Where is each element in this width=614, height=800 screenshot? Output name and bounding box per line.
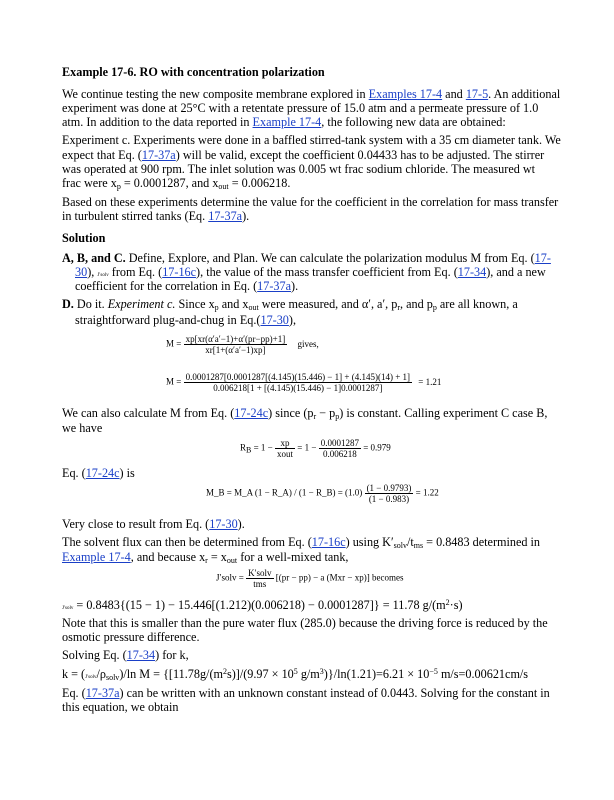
paragraph-intro-line-3: atm. In addition to the data reported in Example 17-4, the following new data are obtained: xyxy=(62,115,506,129)
paragraph-experiment-line-3: was operated at 900 rpm. The inlet solution was 0.005 wt frac sodium chloride. The measured wt xyxy=(62,162,536,176)
paragraph-calc-m-line-1: We can also calculate M from Eq. (17-24c) since $(p_r - p_p)$ is constant. Calling experiment C case B, xyxy=(62,406,548,421)
equation-mb: M_B = M_A (1 − R_A) / (1 − R_B) = (1.0) $\frac{(1 - 0.9793)}{(1 - 0.983)}$ = 1.22 xyxy=(206,483,439,504)
equation-m-numeric: M = $\frac{0.0001287[0.0001287[(4.145)(15.446) - 1] + (4.145)(14) + 1]}{0.006218[1 + [(4.145)(15.446) - 1]0.0001287]}$ = 1.21 xyxy=(166,372,442,393)
paragraph-task-line-2: in turbulent stirred tanks (Eq. 17-37a). xyxy=(62,209,250,223)
link-eq-17-37a[interactable]: 17-37a xyxy=(85,686,120,700)
example-heading: Example 17-6. RO with concentration polarization xyxy=(62,65,325,79)
paragraph-note-line-2: osmotic pressure difference. xyxy=(62,630,200,644)
paragraph-experiment-line-1: Experiment c. Experiments were done in a baffled stirred-tank system with a 35 cm diameter tank. We xyxy=(62,133,561,147)
link-eq-17-24c[interactable]: 17-24c xyxy=(234,406,269,420)
link-17-5[interactable]: 17-5 xyxy=(465,87,489,101)
paragraph-calc-m-line-2: we have xyxy=(62,421,103,435)
step-abc-line-3: coefficient for the correlation in Eq. (17-37a). xyxy=(75,279,299,293)
link-eq-17-30[interactable]: 17-30 xyxy=(209,517,238,531)
link-eq-17-30[interactable]: 17- xyxy=(534,251,551,265)
link-eq-17-37a[interactable]: 17-37a xyxy=(208,209,243,223)
equation-m-general: M = $\frac{xp[xr(\alpha'a'-1)+\alpha'(pr-pp)+1]}{xr[1+(\alpha'a'-1)xp]}$ gives, xyxy=(166,334,319,355)
step-d-line-1: D. Do it. Experiment c. Since $x_p$ and $x_{out}$ were measured, and α′, a′, $p_r$, and $p_p$ are all known, a xyxy=(62,297,518,312)
paragraph-experiment-line-4: frac were $x_p = 0.0001287$, and $x_{out} = 0.006218$. xyxy=(62,176,291,191)
paragraph-intro-line-1: We continue testing the new composite membrane explored in Examples 17-4 and 17-5. An additional xyxy=(62,87,561,101)
link-eq-17-34[interactable]: 17-34 xyxy=(457,265,487,279)
paragraph-intro-line-2: experiment was done at 25°C with a retentate pressure of 15.0 atm and a permeate pressure of 1.0 xyxy=(62,101,539,115)
solution-heading: Solution xyxy=(62,231,106,245)
paragraph-note-line-1: Note that this is smaller than the pure water flux (285.0) because the driving force is reduced by the xyxy=(62,616,548,630)
paragraph-eq-is: Eq. (17-24c) is xyxy=(62,466,135,480)
paragraph-experiment-line-2: expect that Eq. (17-37a) will be valid, except the coefficient 0.04433 has to be adjusted. The stirrer xyxy=(62,148,545,162)
link-eq-17-30-cont[interactable]: 30 xyxy=(75,265,88,279)
paragraph-jsolv-result: J′solv = 0.8483{(15 − 1) − 15.446[(1.212)(0.006218) − 0.0001287]} = 11.78 $g/(m^2\cdot s)$ xyxy=(62,598,463,612)
link-eq-17-34[interactable]: 17-34 xyxy=(126,648,156,662)
paragraph-k-result: $k = (J'solv/\rho_{solv})/\ln$ $M = \{[11.78g/(m^2s)]/(9.97 \times 10^5$ $g/m^3)\}/\ln(1.21)=6.21 \times 10^{-5}$ m/s=0.00621cm/s xyxy=(62,667,529,682)
link-eq-17-37a[interactable]: 17-37a xyxy=(257,279,292,293)
link-eq-17-30[interactable]: 17-30 xyxy=(260,313,289,327)
link-example-17-4[interactable]: Example 17-4 xyxy=(252,115,322,129)
jsolv-symbol: J′solv xyxy=(85,675,97,680)
paragraph-solving-k: Solving Eq. (17-34) for k, xyxy=(62,648,189,662)
jsolv-symbol: J′solv xyxy=(62,606,74,611)
link-example-17-4[interactable]: Example 17-4 xyxy=(62,550,131,564)
step-d-line-2: straightforward plug-and-chug in Eq.(17-30), xyxy=(75,313,297,327)
paragraph-solvent-flux-line-1: The solvent flux can then be determined from Eq. (17-16c) using $K'_{solv}/t_{ms} = 0.8483$ determined in xyxy=(62,535,540,550)
paragraph-constant-line-2: this equation, we obtain xyxy=(62,700,179,714)
jsolv-symbol: J′solv xyxy=(97,273,109,278)
step-abc-line-1: A, B, and C. Define, Explore, and Plan. We can calculate the polarization modulus M from Eq. (17- xyxy=(62,251,551,265)
paragraph-constant-line-1: Eq. (17-37a) can be written with an unknown constant instead of 0.0443. Solving for the constant in xyxy=(62,686,550,700)
step-abc-line-2: 30), J′solv from Eq. (17-16c), the value of the mass transfer coefficient from Eq. (17-34), and a new xyxy=(75,265,546,279)
equation-jsolv: J′solv = $\frac{\text{K′solv}}{\text{tms}}$ [(pr − pp) − a (Mxr − xp)] becomes xyxy=(216,568,404,589)
link-eq-17-16c[interactable]: 17-16c xyxy=(311,535,346,549)
link-eq-17-16c[interactable]: 17-16c xyxy=(162,265,197,279)
paragraph-task-line-1: Based on these experiments determine the value for the coefficient in the correlation for mass transfer xyxy=(62,195,559,209)
paragraph-solvent-flux-line-2: Example 17-4, and because $x_r = x_{out}$ for a well-mixed tank, xyxy=(62,550,349,565)
paragraph-close-result: Very close to result from Eq. (17-30). xyxy=(62,517,245,531)
equation-rb: $R_B = 1$ − $\frac{xp}{\text{xout}}$ = 1 − $\frac{0.0001287}{0.006218}$ = 0.979 xyxy=(240,438,391,459)
link-eq-17-24c[interactable]: 17-24c xyxy=(85,466,120,480)
link-examples-17-4[interactable]: Examples 17-4 xyxy=(368,87,443,101)
link-eq-17-37a[interactable]: 17-37a xyxy=(141,148,176,162)
